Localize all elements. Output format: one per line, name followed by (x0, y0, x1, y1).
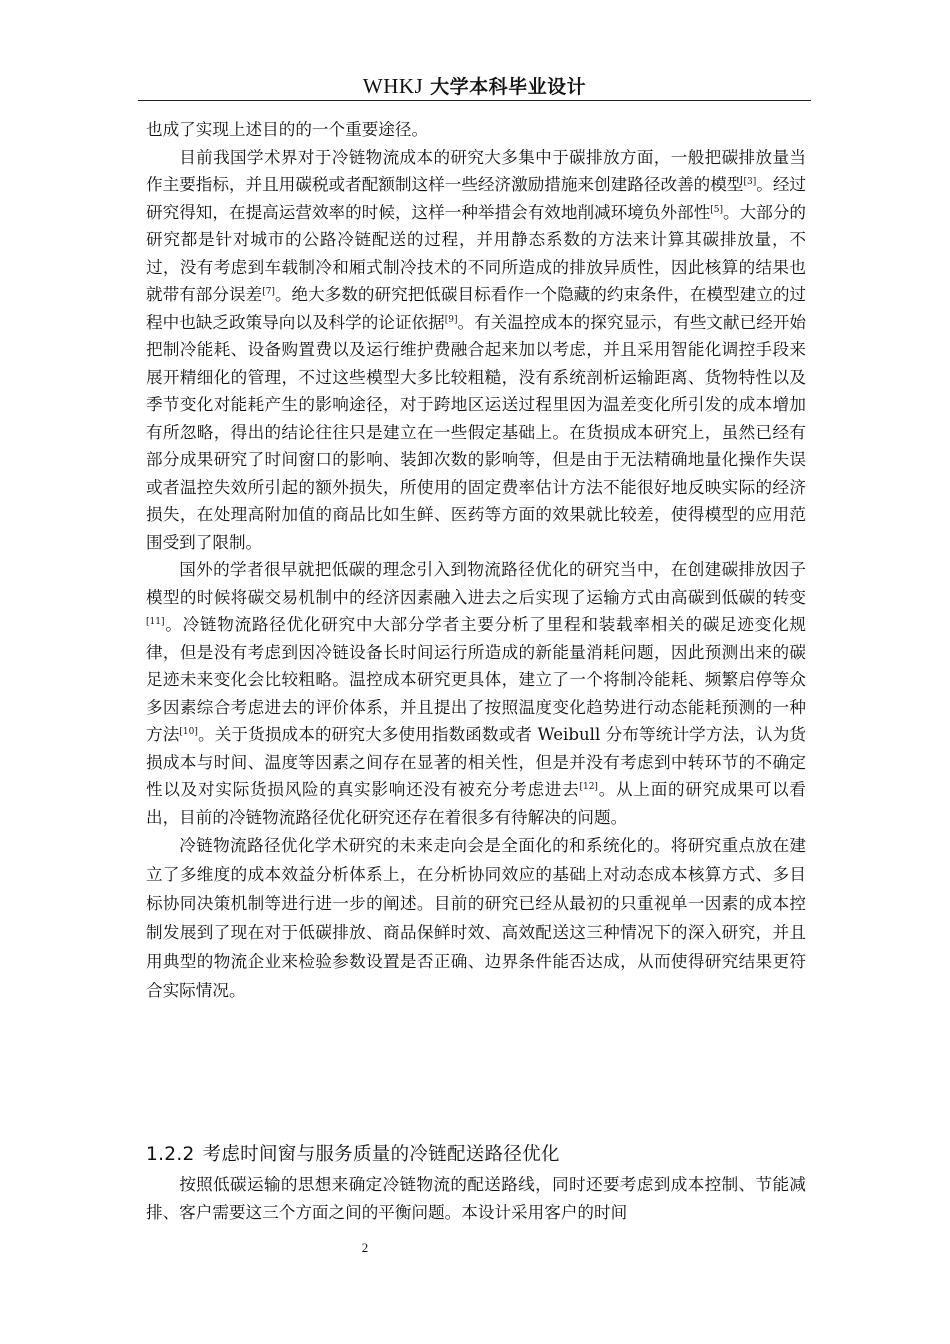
paragraph-4 (146, 831, 806, 1005)
header-rule (138, 100, 811, 101)
body-text (146, 116, 806, 1005)
section-heading (146, 1140, 806, 1170)
paragraph-text: 。冷链物流路径优化研究中大部分学者主要分析了里程和装载率相关的碳足迹变化规律，但是没有考虑到因冷链设备长时间运行所造成的新能量消耗问题，因此预测出来的碳足迹未来变化会比较粗略。温控成本研究更具体，建立了一个将制冷能耗、频繁启停等众多因素综合考虑进去的评价体系，并且提出了按照温度变化趋势进行动态能耗预测的一种方法 (146, 615, 806, 744)
paragraph-text: 也成了实现上述目的的一个重要途径。 (146, 120, 429, 139)
paragraph-text: 。大部分的研究都是针对城市的公路冷链配送的过程，并用静态系数的方法来计算其碳排放量，不过，没有考虑到车载制冷和厢式制冷技术的不同所造成的排放异质性，因此核算的结果也就带有部分误差 (146, 202, 807, 304)
paragraph-text: 。关于货损成本的研究大多使用指数函数或者 Weibull 分布等统计学方法，认为货损成本与时间、温度等因素之间存在显著的相关性，但是并没有考虑到中转环节的不确定性以及对实际货损风险的真实影响还没有被充分考虑进去 (146, 725, 806, 799)
page-number: 2 (361, 1240, 369, 1255)
paragraph-5: 按照低碳运输的思想来确定冷链物流的配送路线，同时还要考虑到成本控制、节能减排、客户需要这三个方面之间的平衡问题。本设计采用客户的时间 (146, 1175, 806, 1222)
section-number: 1.2.2 (146, 1144, 195, 1165)
paragraph-text: 。从上面的研究成果可以看出，目前的冷链物流路径优化研究还存在着很多有待解决的问题。 (146, 780, 807, 827)
citation-ref: [11] (146, 617, 165, 627)
paragraph-text: 冷链物流路径优化学术研究的未来走向会是全面化的和系统化的。将研究重点放在建立了多维度的成本效益分析体系上，在分析协同效应的基础上对动态成本核算方式、多目标协同决策机制等进行进一步的阐述。目前的研究已经从最初的只重视单一因素的成本控制发展到了现在对于低碳排放、商品保鲜时效、高效配送这三种情况下的深入研究，并且用典型的物流企业来检验参数设置是否正确、边界条件能否达成，从而使得研究结果更符合实际情况。 (146, 836, 806, 1000)
paragraph-1 (146, 116, 806, 144)
citation-ref: [7] (262, 287, 275, 297)
paragraph-2 (146, 144, 806, 557)
paragraph-text: 。绝大多数的研究把低碳目标看作一个隐藏的约束条件，在模型建立的过程中也缺乏政策导向以及科学的论证依据 (146, 285, 807, 332)
paragraph-text: 国外的学者很早就把低碳的理念引入到物流路径优化的研究当中，在创建碳排放因子模型的时候将碳交易机制中的经济因素融入进去之后实现了运输方式由高碳到低碳的转变 (146, 560, 806, 607)
header-title: 大学本科毕业设计 (430, 76, 587, 98)
page-header (138, 72, 811, 101)
citation-ref: [12] (579, 782, 598, 792)
paragraph-text: 。经过研究得知，在提高运营效率的时候，这样一种举措会有效地削减环境负外部性 (146, 175, 807, 222)
paragraph-3 (146, 556, 806, 831)
section-body (146, 1171, 806, 1226)
header-code: WHKJ (362, 74, 424, 98)
section-title: 考虑时间窗与服务质量的冷链配送路径优化 (202, 1144, 560, 1165)
citation-ref: [9] (444, 314, 458, 325)
citation-ref: [10] (179, 727, 198, 737)
citation-ref: [3] (743, 177, 757, 187)
citation-ref: [5] (710, 204, 724, 215)
paragraph-text: 目前我国学术界对于冷链物流成本的研究大多集中于碳排放方面，一般把碳排放量当作主要指标，并且用碳税或者配额制这样一些经济激励措施来创建路径改善的模型 (146, 147, 806, 194)
paragraph-text: 。有关温控成本的探究显示，有些文献已经开始把制冷能耗、设备购置费以及运行维护费融合起来加以考虑，并且采用智能化调控手段来展开精细化的管理，不过这些模型大多比较粗糙，没有系统剖析运输距离、货物特性以及季节变化对能耗产生的影响途径，对于跨地区运送过程里因为温差变化所引发的成本增加有所忽略，得出的结论往往只是建立在一些假定基础上。在货损成本研究上，虽然已经有部分成果研究了时间窗口的影响、装卸次数的影响等，但是由于无法精确地量化操作失误或者温控失效所引起的额外损失，所使用的固定费率估计方法不能很好地反映实际的经济损失，在处理高附加值的商品比如生鲜、医药等方面的效果就比较差，使得模型的应用范围受到了限制。 (146, 312, 807, 552)
